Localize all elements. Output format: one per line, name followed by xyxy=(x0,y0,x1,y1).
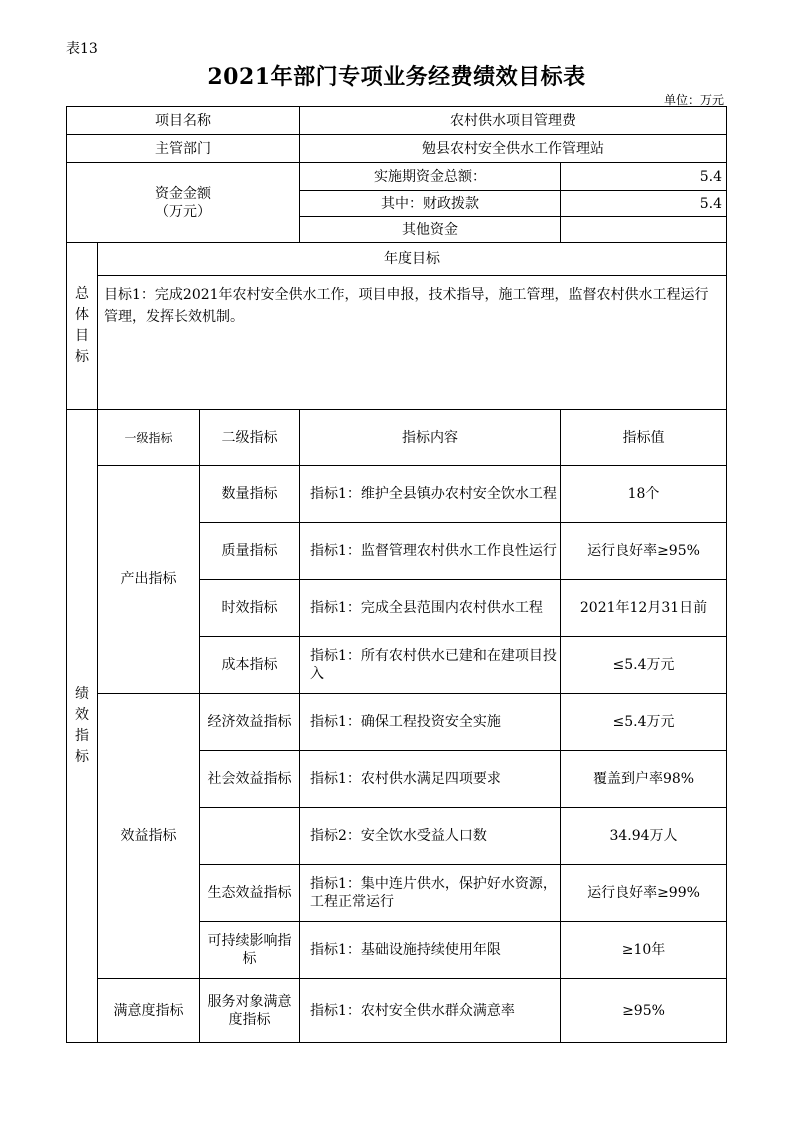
fiscal-funds-value: 5.4 xyxy=(561,191,727,217)
indicator-value: 34.94万人 xyxy=(561,808,727,865)
indicator-level2: 数量指标 xyxy=(200,466,300,523)
page-title: 2021年部门专项业务经费绩效目标表 xyxy=(207,64,586,90)
satisfaction-indicators-label: 满意度指标 xyxy=(98,979,200,1043)
total-funds-value: 5.4 xyxy=(561,163,727,191)
indicators-side-label: 绩效指标 xyxy=(67,410,98,1043)
indicator-value: ≥10年 xyxy=(561,922,727,979)
output-indicators-label: 产出指标 xyxy=(98,466,200,694)
indicator-level2: 社会效益指标 xyxy=(200,751,300,808)
funds-label xyxy=(67,163,300,243)
indicator-content: 指标1：基础设施持续使用年限 xyxy=(300,922,561,979)
indicator-content: 指标2：安全饮水受益人口数 xyxy=(300,808,561,865)
indicator-content: 指标1：集中连片供水，保护好水资源，工程正常运行 xyxy=(300,865,561,922)
indicator-value: 18个 xyxy=(561,466,727,523)
indicator-level2: 成本指标 xyxy=(200,637,300,694)
indicator-value: 覆盖到户率98% xyxy=(561,751,727,808)
annual-goal-header: 年度目标 xyxy=(98,243,727,276)
indicator-level2: 可持续影响指标 xyxy=(200,922,300,979)
content-header: 指标内容 xyxy=(300,410,561,466)
unit-label: 单位：万元 xyxy=(663,93,724,107)
level2-header: 二级指标 xyxy=(200,410,300,466)
table-number: 表13 xyxy=(66,41,98,57)
dept-label: 主管部门 xyxy=(67,135,300,163)
indicator-level2 xyxy=(200,808,300,865)
indicator-value: 运行良好率≥99% xyxy=(561,865,727,922)
indicator-content: 指标1：确保工程投资安全实施 xyxy=(300,694,561,751)
indicator-value: ≤5.4万元 xyxy=(561,637,727,694)
level1-header: 一级指标 xyxy=(98,410,200,466)
indicator-content: 指标1：监督管理农村供水工作良性运行 xyxy=(300,523,561,580)
annual-goal-text: 目标1：完成2021年农村安全供水工作，项目申报，技术指导，施工管理，监督农村供水工程运行管理，发挥长效机制。 xyxy=(98,276,727,410)
indicator-level2: 服务对象满意度指标 xyxy=(200,979,300,1043)
indicator-content: 指标1：农村安全供水群众满意率 xyxy=(300,979,561,1043)
indicator-value: ≥95% xyxy=(561,979,727,1043)
other-funds-label: 其他资金 xyxy=(300,217,561,243)
total-funds-label: 实施期资金总额： xyxy=(300,163,561,191)
indicator-content: 指标1：完成全县范围内农村供水工程 xyxy=(300,580,561,637)
indicator-value: 2021年12月31日前 xyxy=(561,580,727,637)
indicator-level2: 经济效益指标 xyxy=(200,694,300,751)
project-name-value: 农村供水项目管理费 xyxy=(300,107,727,135)
other-funds-value xyxy=(561,217,727,243)
funds-label-line1: 资金金额 xyxy=(155,185,211,202)
fiscal-funds-label: 其中：财政拨款 xyxy=(300,191,561,217)
performance-target-table xyxy=(66,106,727,1043)
funds-label-line2: （万元） xyxy=(155,203,211,220)
benefit-indicators-label: 效益指标 xyxy=(98,694,200,979)
indicator-level2: 质量指标 xyxy=(200,523,300,580)
indicator-level2: 生态效益指标 xyxy=(200,865,300,922)
project-name-label: 项目名称 xyxy=(67,107,300,135)
indicator-level2: 时效指标 xyxy=(200,580,300,637)
overall-goal-side-label: 总体目标 xyxy=(67,243,98,410)
indicator-value: 运行良好率≥95% xyxy=(561,523,727,580)
indicator-content: 指标1：维护全县镇办农村安全饮水工程 xyxy=(300,466,561,523)
value-header: 指标值 xyxy=(561,410,727,466)
indicator-value: ≤5.4万元 xyxy=(561,694,727,751)
indicator-content: 指标1：所有农村供水已建和在建项目投入 xyxy=(300,637,561,694)
indicator-content: 指标1：农村供水满足四项要求 xyxy=(300,751,561,808)
dept-value: 勉县农村安全供水工作管理站 xyxy=(300,135,727,163)
